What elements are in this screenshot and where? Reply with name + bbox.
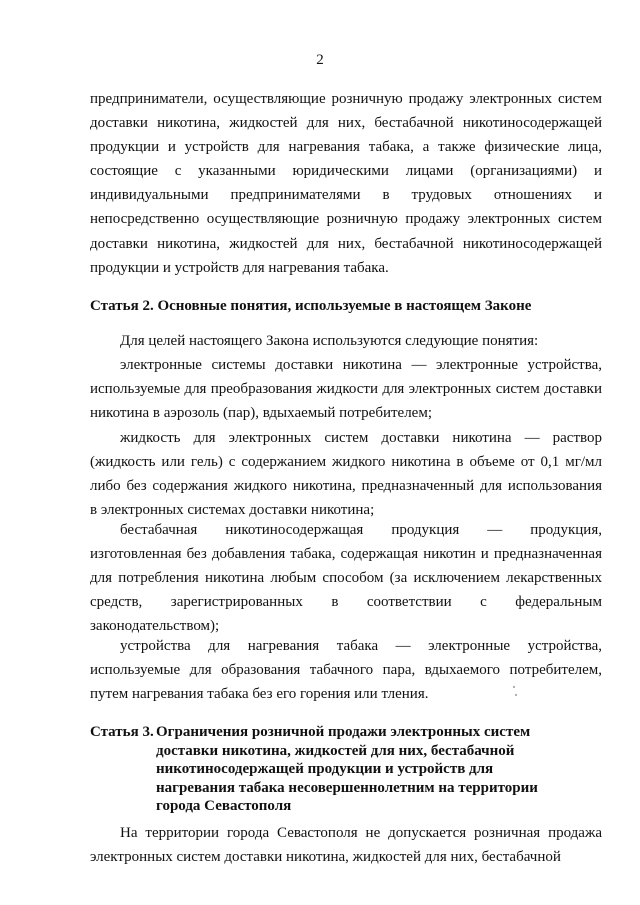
heading-line <box>90 723 602 742</box>
article-2-lead <box>90 329 602 353</box>
text-line: либо без содержания жидкого никотина, предназначенный для использования <box>90 478 602 495</box>
article-3-prefix: Статья 3. <box>90 724 154 740</box>
text-line: средств, зарегистрированных в соответствии с федеральным <box>90 594 602 611</box>
definition-liquid <box>90 426 602 522</box>
heading-line: доставки никотина, жидкостей для них, бестабачной <box>156 742 515 759</box>
text-line: устройства для нагревания табака — электронные устройства, <box>120 638 602 654</box>
text-line: доставки никотина, жидкостей для них, бестабачной никотиносодержащей <box>90 235 602 252</box>
text-line: индивидуальными предпринимателями в трудовых отношениях и <box>90 187 602 204</box>
text-line: для потребления никотина любым способом (за исключением лекарственных <box>90 570 602 587</box>
text-line: Для целей настоящего Закона используются следующие понятия: <box>120 333 539 349</box>
text-line: жидкость для электронных систем доставки никотина — раствор <box>120 430 602 446</box>
definition-heating-devices <box>90 634 602 706</box>
text-line: используемые для преобразования жидкости для электронных систем доставки <box>90 381 602 398</box>
text-line: (жидкость или гель) с содержанием жидкого никотина в объеме от 0,1 мг/мл <box>90 454 602 471</box>
text-line: электронных систем доставки никотина, жидкостей для них, бестабачной <box>90 849 561 866</box>
text-line: продукции и устройств для нагревания табака, а также физические лица, <box>90 139 602 156</box>
intro-paragraph <box>90 87 602 280</box>
text-line: законодательством); <box>90 618 220 635</box>
text-line: На территории города Севастополя не допускается розничная продажа <box>120 825 602 841</box>
definition-ends <box>90 353 602 425</box>
text-line: электронные системы доставки никотина — электронные устройства, <box>120 357 602 373</box>
scan-speck <box>515 694 517 696</box>
text-line: бестабачная никотиносодержащая продукция — продукция, <box>120 522 602 538</box>
definition-nicotine-products <box>90 518 602 638</box>
heading-line: нагревания табака несовершеннолетним на территории <box>156 779 538 796</box>
heading-line: никотиносодержащей продукции и устройств для <box>156 761 494 777</box>
text-line: непосредственно осуществляющие розничную продажу электронных систем <box>90 211 602 228</box>
article-3-body <box>90 821 602 869</box>
heading-text: Ограничения розничной продажи электронных систем <box>156 724 531 740</box>
text-line: путем нагревания табака без его горения или тления. <box>90 686 429 703</box>
text-line: используемые для образования табачного пара, вдыхаемого потребителем, <box>90 662 602 679</box>
text-line: состоящие с указанными юридическими лицами (организациями) и <box>90 163 602 180</box>
text-line: продукции и устройств для нагревания табака. <box>90 259 389 276</box>
article-2-heading: Статья 2. Основные понятия, используемые в настоящем Законе <box>90 298 532 314</box>
text-line: никотина в аэрозоль (пар), вдыхаемый потребителем; <box>90 405 433 422</box>
text-line: предприниматели, осуществляющие розничную продажу электронных систем <box>90 91 602 107</box>
text-line: в электронных системах доставки никотина; <box>90 502 375 519</box>
scan-speck <box>513 686 515 688</box>
heading-line: города Севастополя <box>156 798 292 814</box>
page-number: 2 <box>316 52 324 68</box>
text-line: изготовленная без добавления табака, содержащая никотин и предназначенная <box>90 546 602 563</box>
text-line: доставки никотина, жидкостей для них, бестабачной никотиносодержащей <box>90 115 602 132</box>
article-3-heading <box>90 723 602 816</box>
